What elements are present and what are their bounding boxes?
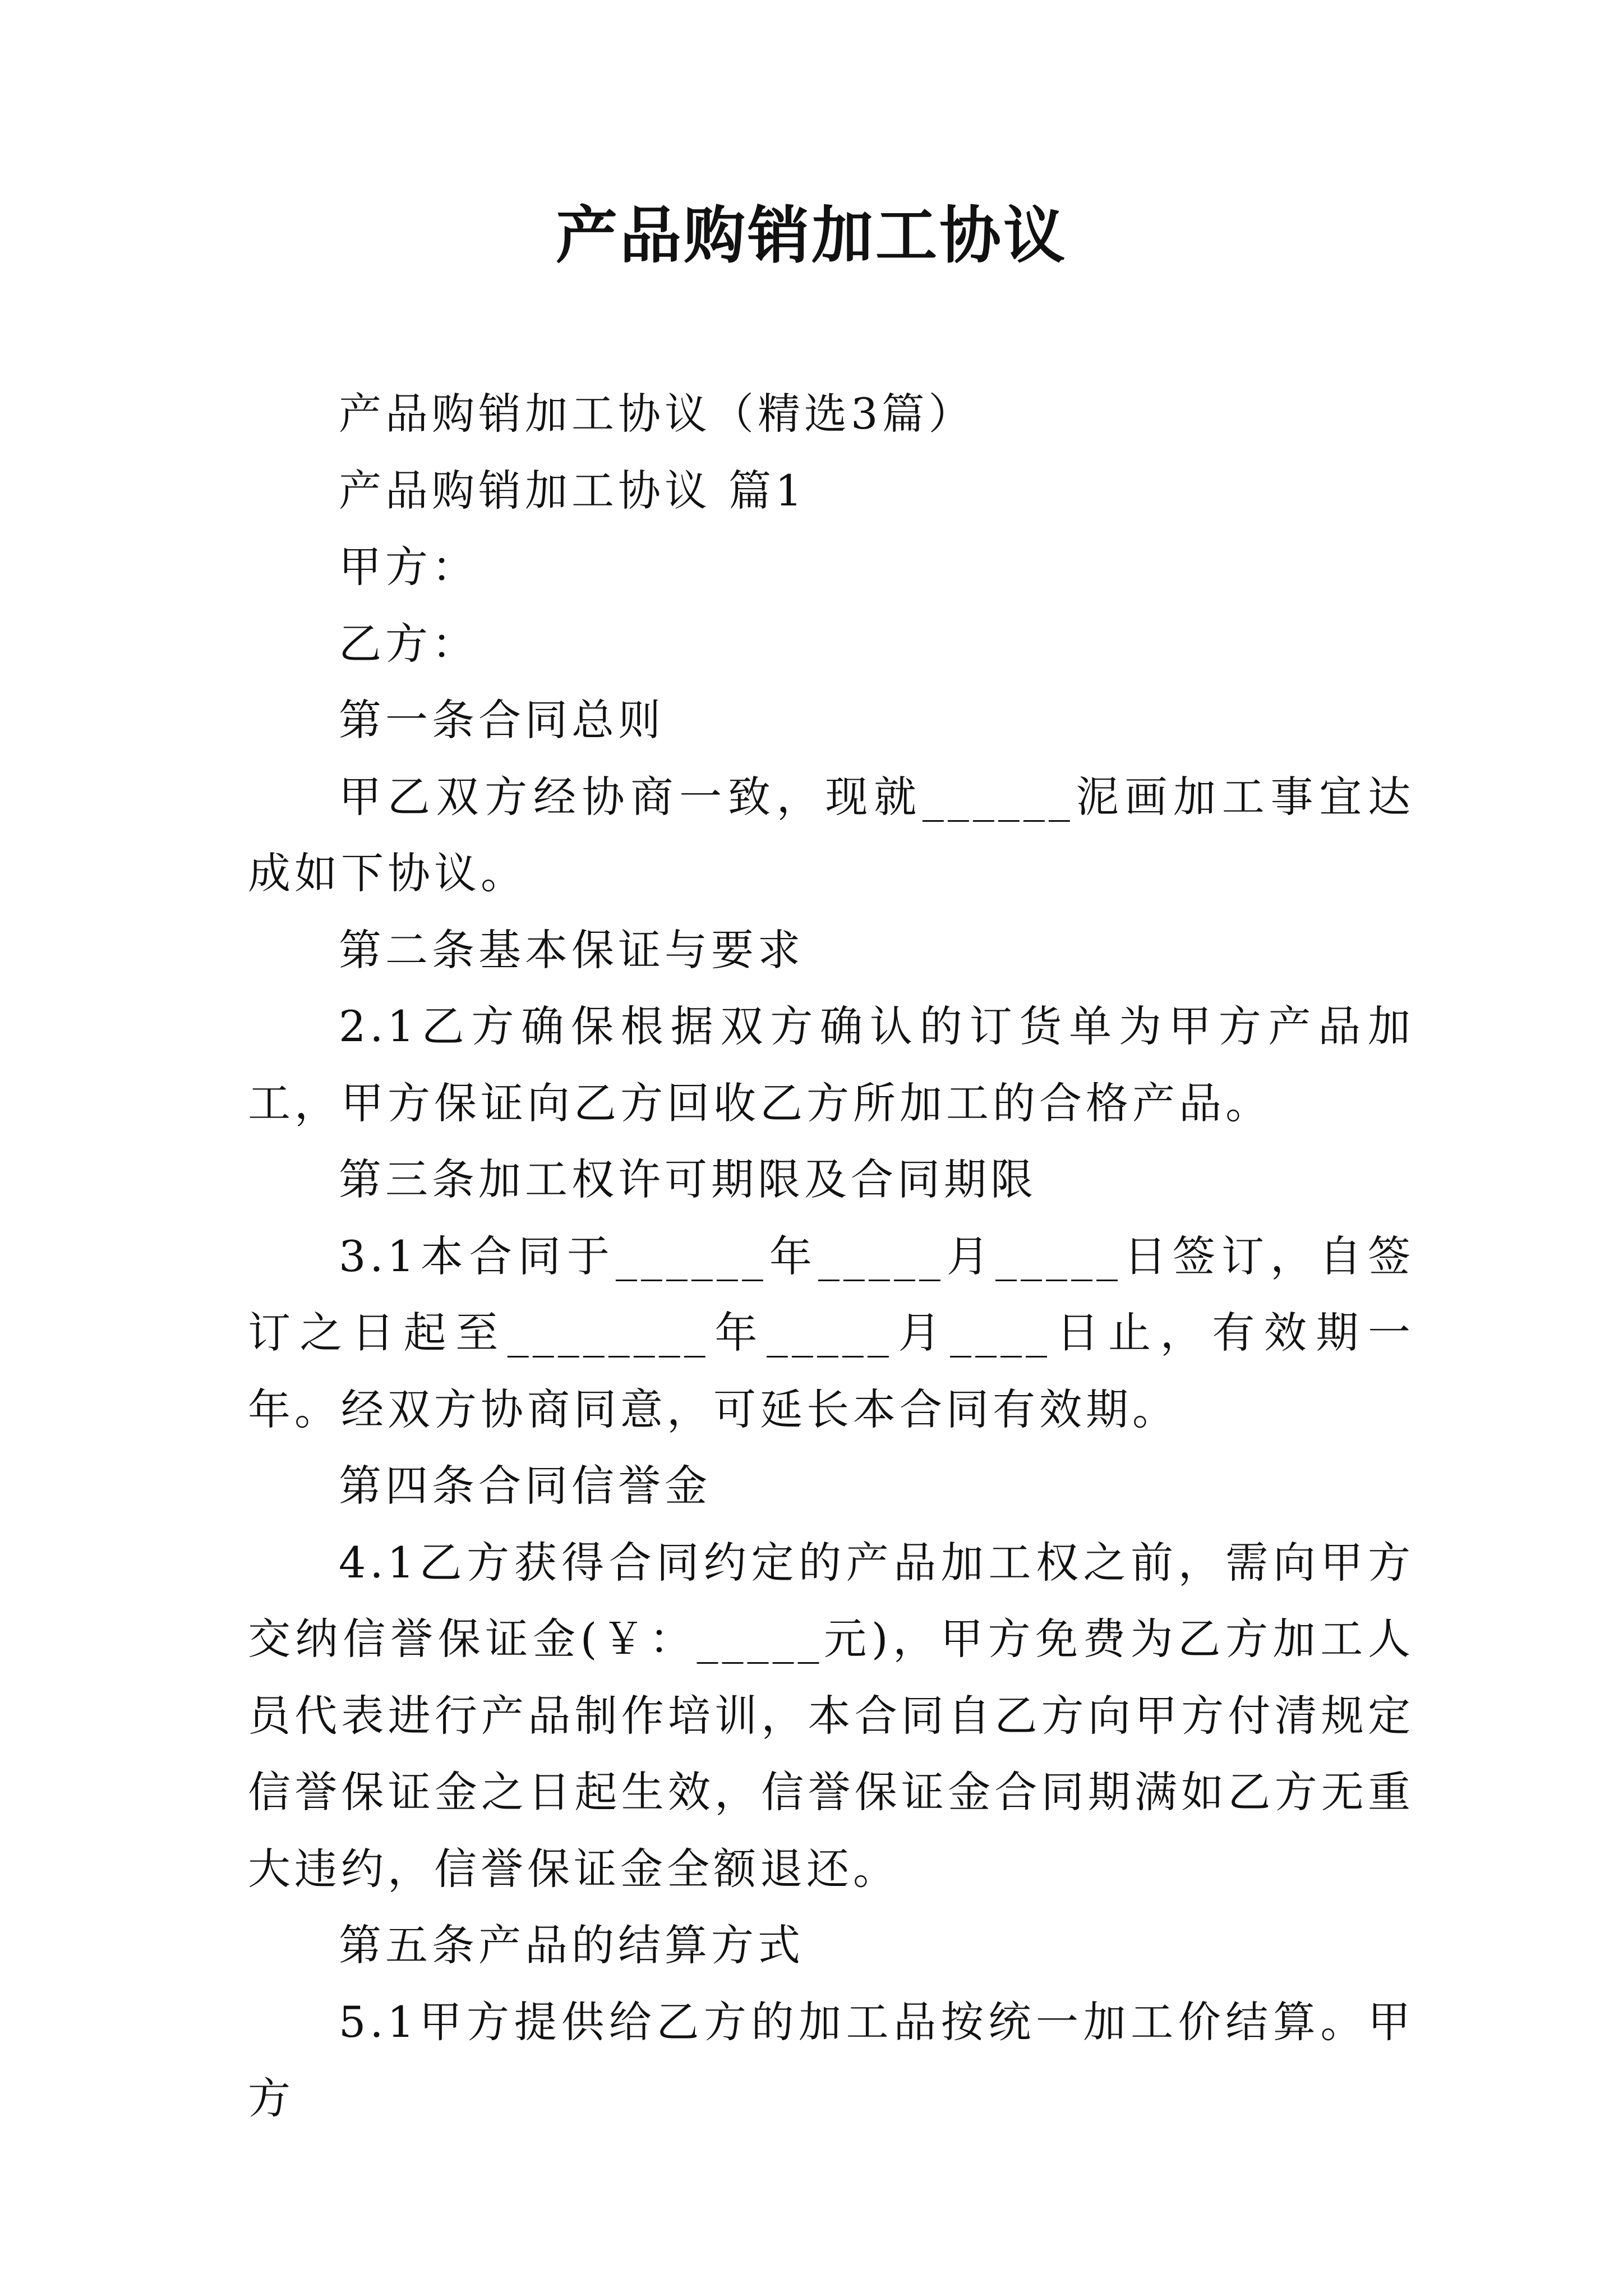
paragraph-article-5-heading: 第五条产品的结算方式: [339, 1920, 804, 1970]
document-title: 产品购销加工协议: [556, 199, 1067, 272]
paragraph-article-2-heading: 第二条基本保证与要求: [339, 924, 804, 975]
paragraph-party-b: 乙方：: [339, 618, 478, 669]
paragraph-article-4-text: 4.1乙方获得合同约定的产品加工权之前，需向甲方交纳信誉保证金(￥：_____元)，甲方免费为乙方加工人员代表进行产品制作培训，本合同自乙方向甲方付清规定信誉保证金之日起生效，信誉保证金合同期满如乙方无重大违约，信誉保证金全额退还。: [248, 1537, 1414, 1894]
paragraph-article-4-heading: 第四条合同信誉金: [339, 1461, 711, 1511]
paragraph-article-3-text: 3.1本合同于______年_____月_____日签订，自签订之日起至________年_____月____日止，有效期一年。经双方协商同意，可延长本合同有效期。: [248, 1231, 1414, 1434]
paragraph-article-3-heading: 第三条加工权许可期限及合同期限: [339, 1154, 1037, 1204]
paragraph-article-5-text: 5.1甲方提供给乙方的加工品按统一加工价结算。甲方: [248, 1996, 1414, 2123]
paragraph-article-1-text: 甲乙双方经协商一致，现就______泥画加工事宜达成如下协议。: [248, 771, 1414, 898]
paragraph-article-2-text: 2.1乙方确保根据双方确认的订货单为甲方产品加工，甲方保证向乙方回收乙方所加工的合格产品。: [248, 1001, 1414, 1128]
paragraph-section-heading: 产品购销加工协议 篇1: [339, 465, 806, 516]
document-body: [248, 376, 1414, 2137]
paragraph-party-a: 甲方：: [339, 542, 478, 592]
paragraph-subtitle: 产品购销加工协议（精选3篇）: [339, 389, 975, 439]
paragraph-article-1-heading: 第一条合同总则: [339, 695, 665, 745]
